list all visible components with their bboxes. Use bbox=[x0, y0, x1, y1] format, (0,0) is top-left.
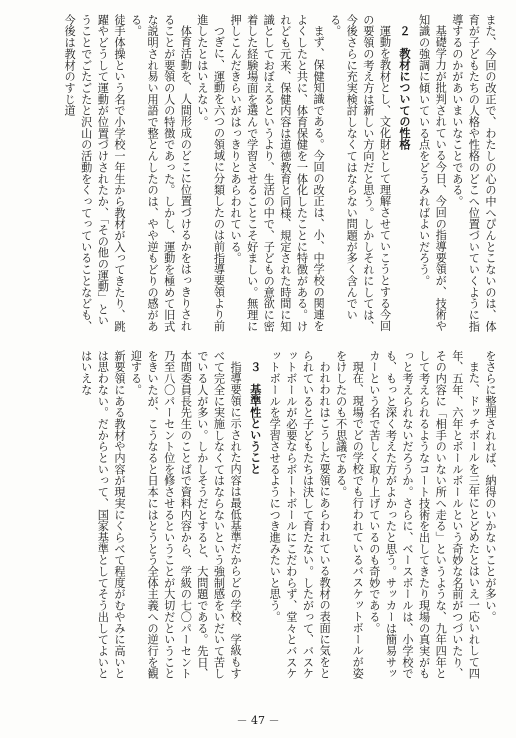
paragraph: 新要領にある教材や内容が現実にくらべて程度がむやみに高いとは思わない。だからといって、国家基準としてそう出してよいとはいえな bbox=[79, 350, 126, 680]
paragraph: 体育活動を、人間形成のどこに位置づけるかをはっきりされることが要領の人の特徴であった。しかし、運動を極めて旧式な説明され易い用語で整とんしたのは、やや逆もどりの感がある。 bbox=[129, 14, 193, 332]
paragraph: つぎに、運動を六つの領域に分類したのは前指導要領より前進したとはいえない。 bbox=[195, 14, 226, 332]
paragraph: をさらに整理されれば、納得のいかないことが多い。 bbox=[484, 350, 497, 623]
paragraph: また、ドッチボールを三年にとどめたとはいえ一応いれして四年、五年、六年とボールボールという奇妙な名前がつづいたり、その内容に「相手のいない所へ走る」というような、九年四年として考えられるようなコート技術を出してきたり現場の真実がもっと考えられないだろうか。さらに、ベースボールは、小学校でも、もっと深く考えた方がよかったと思う。サッカーは簡易サッカーという名で苦しく取り上げているのも奇妙である。 bbox=[367, 350, 481, 680]
paragraph: われわれはこうした要領にあらわれている教材の表面に気をとられていると子どもたちは決して育たない。したがって、バスケットボールが必要ならボートボールにこだわらず、堂々とバスケットボールを学習させるようにつき進みたいと思う。 bbox=[268, 350, 332, 680]
paragraph: また、今回の改正で、わたしの心の中へぴんとこないのは、体育が子どもたちの人格や性格のどこへ位置づいていくように指導するのかがあいまいなことである。 bbox=[450, 14, 497, 332]
section-heading: ２ 教材についての性格 bbox=[398, 25, 412, 151]
paragraph: 運動を教材とし、文化財として理解させていこうとする今回の要領の考え方は新しい方向だと思う。しかしそれにしては、今後さらに充実検討しなくてはならない問題が多く含んでいる。 bbox=[328, 14, 392, 332]
paragraph: 指導要領に示された内容は最低基準だからどの学校、学級もすべて完全に実施しなくてはならないという強制感をいだいて苦しでいる人が多い。しかしそうだとすると、大問題である。先日、本間委員長先生のことばで資料内容から、学級の七〇パーセント乃至八〇パーセント位を修させるということが大切だということをきいたが、こうなると日本にはとうとう全体主義への逆行を観迎する。 bbox=[129, 350, 243, 680]
paragraph: 現在、現場でどの学校でも行われているバスケットボールが姿をけしたのも不思議である。 bbox=[334, 350, 365, 679]
paragraph: 基礎学力が批判されている今日、今回の指導要領が、技術や知識の強調に傾いている点をどうみればよいだろう。 bbox=[417, 14, 448, 332]
top-text-column bbox=[28, 14, 498, 332]
section-heading: ３ 基準性ということ bbox=[248, 361, 262, 475]
bottom-text-column bbox=[28, 350, 498, 690]
paragraph: まず、保健知識である。今回の改正は、小、中学校の関連をよくしたと共に、体育保健を一体化したことに特徴がある。けれども元来、保健内容は道徳教育と同様、規定された時間に知識としておぼえるというより、生活の中で、子どもの意欲に密着した経験場面を選んで学習させることこそ好ましい。無理に押しこんだきらいがはっきりとあらわれている。 bbox=[229, 14, 326, 332]
page-number: － 47 － bbox=[236, 714, 280, 727]
paragraph: 徒手体操という名で小学校一年生から教材が入ってきたり、跳躍やどうして運動が位置づけされたか、「その他の運動」ということでごたごたと沢山の活動をくってっていることなども、今後は教材のすじ道 bbox=[63, 14, 126, 332]
